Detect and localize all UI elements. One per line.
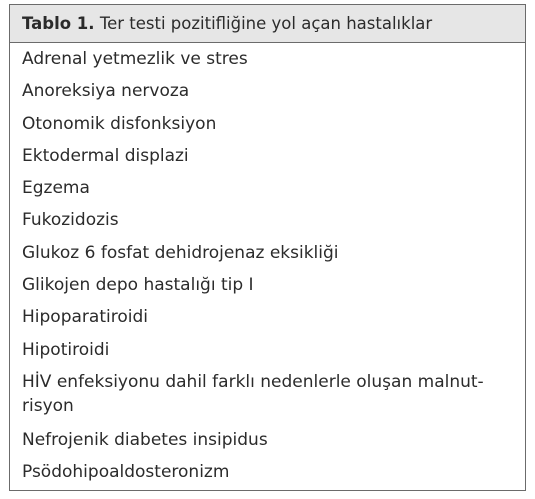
table-caption: [22, 14, 432, 34]
table-row: Psödohipoaldosteronizm: [22, 462, 230, 482]
table-row: Fukozidozis: [22, 210, 119, 230]
table-header: [10, 5, 525, 43]
caption-label: Tablo 1.: [22, 14, 95, 33]
table-row: Ektodermal displazi: [22, 146, 189, 166]
table-row: Adrenal yetmezlik ve stres: [22, 49, 248, 69]
caption-title: Ter testi pozitifliğine yol açan hastalıklar: [99, 14, 433, 33]
table-row: Anoreksiya nervoza: [22, 81, 190, 101]
table-row: Glikojen depo hastalığı tip I: [22, 275, 254, 295]
table-row: Glukoz 6 fosfat dehidrojenaz eksikliği: [22, 243, 339, 263]
disease-table: [9, 4, 526, 491]
table-row: Hipotiroidi: [22, 340, 110, 360]
table-row-line: HİV enfeksiyonu dahil farklı nedenlerle oluşan malnut-: [22, 372, 484, 392]
table-row: Egzema: [22, 178, 90, 198]
table-row: [22, 370, 517, 418]
table-row-line: risyon: [22, 396, 74, 416]
table-row: Otonomik disfonksiyon: [22, 114, 217, 134]
table-row: Nefrojenik diabetes insipidus: [22, 430, 268, 450]
table-row: Hipoparatiroidi: [22, 307, 148, 327]
